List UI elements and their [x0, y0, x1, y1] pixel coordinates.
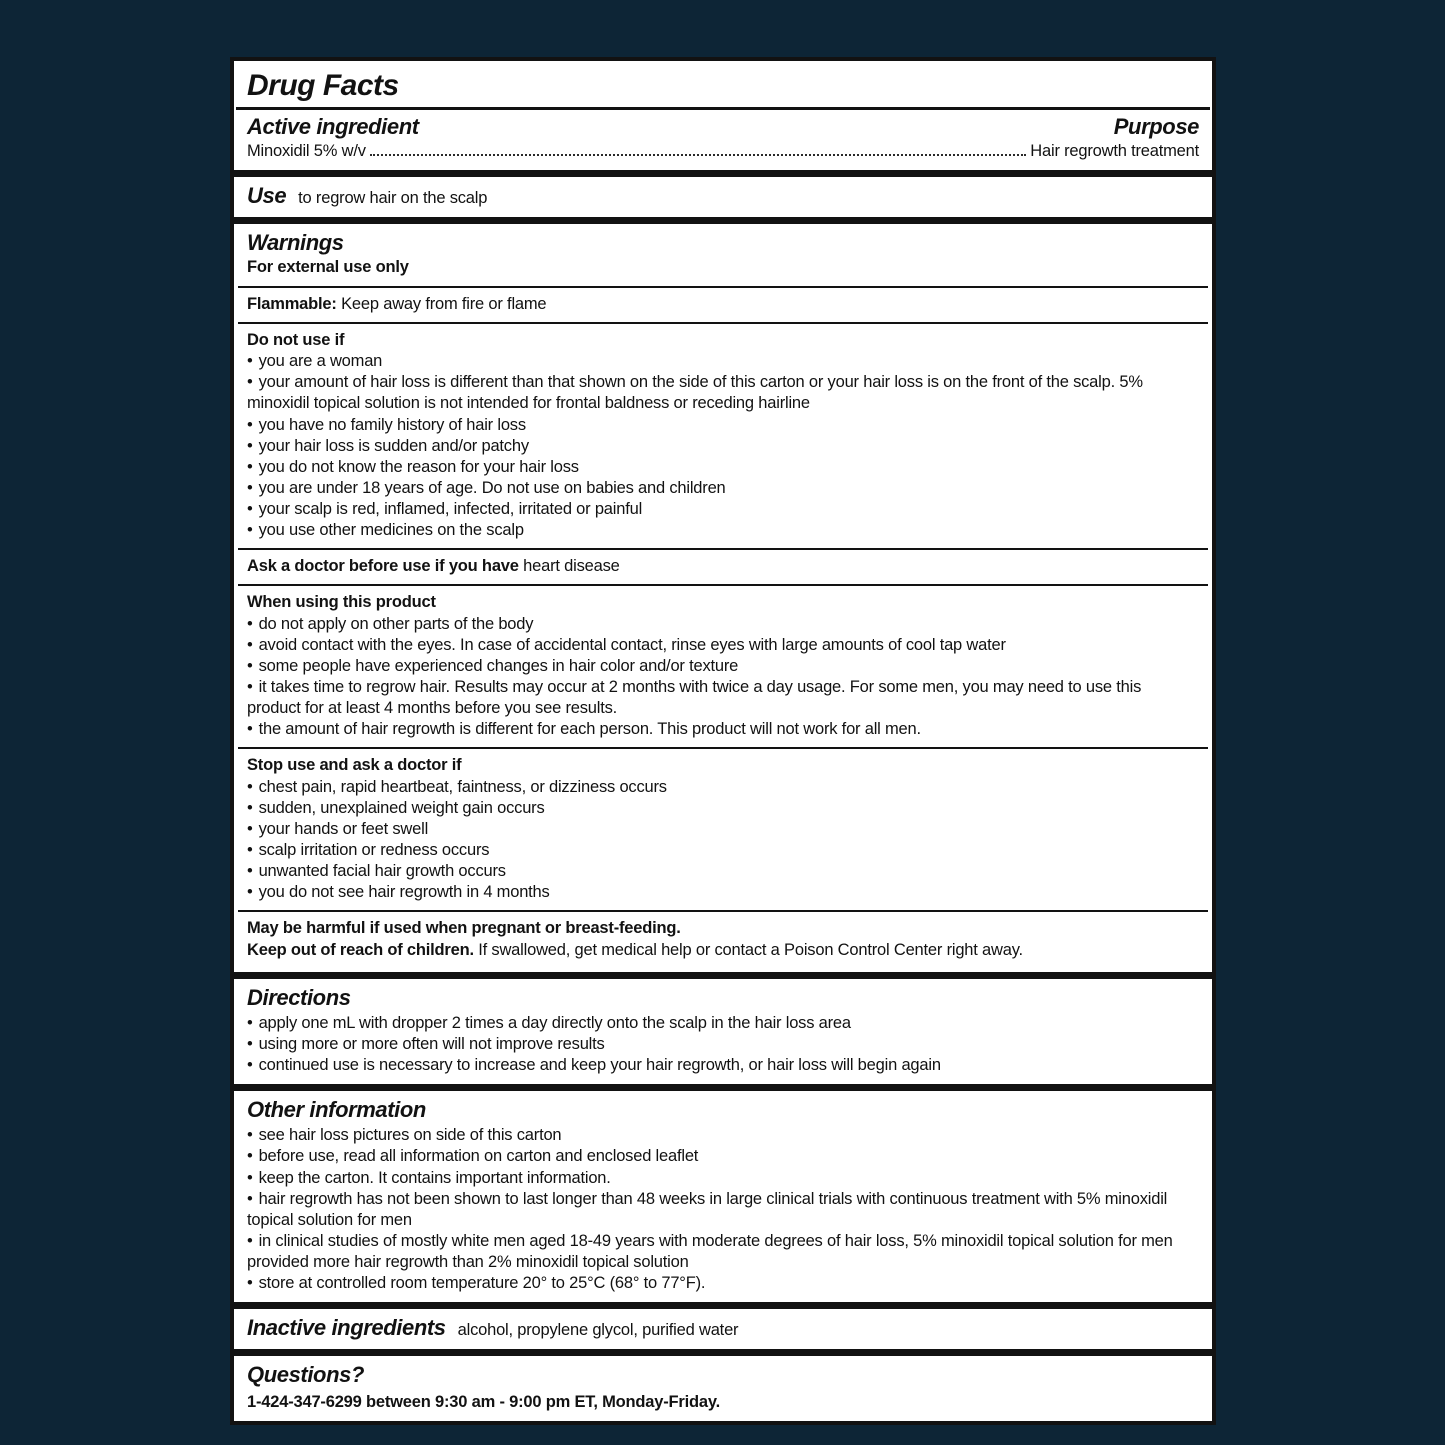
directions-heading: Directions	[247, 985, 351, 1011]
purpose-value: Hair regrowth treatment	[1030, 142, 1199, 160]
do-not-use-list	[247, 351, 1199, 541]
bullet-item: • you are a woman	[247, 351, 1199, 372]
bullet-item: • sudden, unexplained weight gain occurs	[247, 798, 1199, 819]
bullet-item: • before use, read all information on carton and enclosed leaflet	[247, 1146, 1199, 1167]
bullet-item: • keep the carton. It contains important information.	[247, 1168, 1199, 1189]
bullet-item: • see hair loss pictures on side of this carton	[247, 1125, 1199, 1146]
flammable-line	[247, 288, 1199, 322]
when-using-heading: When using this product	[247, 593, 436, 612]
warnings-header	[247, 228, 1199, 285]
bullet-item: • you do not see hair regrowth in 4 months	[247, 882, 1199, 903]
header-rule	[236, 107, 1210, 110]
keep-out-bold: Keep out of reach of children.	[247, 940, 474, 959]
other-information-list	[247, 1125, 1199, 1294]
bullet-item: • store at controlled room temperature 20° to 25°C (68° to 77°F).	[247, 1273, 1199, 1294]
external-use-line: For external use only	[247, 258, 409, 277]
bullet-item: • your hair loss is sudden and/or patchy	[247, 436, 1199, 457]
warnings-section	[234, 224, 1212, 972]
other-information-section	[234, 1091, 1212, 1302]
harmful-line: May be harmful if used when pregnant or breast-feeding.	[247, 919, 681, 938]
ask-doctor-text: heart disease	[523, 557, 620, 576]
bullet-item: • you are under 18 years of age. Do not use on babies and children	[247, 478, 1199, 499]
drug-facts-title: Drug Facts	[247, 69, 399, 102]
bullet-item: • hair regrowth has not been shown to last longer than 48 weeks in large clinical trials with continuous treatment with 5% minoxidil topical solution for men	[247, 1189, 1199, 1231]
drug-facts-label	[230, 57, 1216, 1425]
bullet-item: • you have no family history of hair loss	[247, 415, 1199, 436]
bullet-item: • the amount of hair regrowth is different for each person. This product will not work for all men.	[247, 719, 1199, 740]
inactive-ingredients-section	[234, 1309, 1212, 1349]
bullet-item: • avoid contact with the eyes. In case of accidental contact, rinse eyes with large amounts of cool tap water	[247, 635, 1199, 656]
warnings-heading: Warnings	[247, 230, 344, 256]
use-row	[247, 183, 1199, 209]
ingredient-row	[247, 141, 1199, 162]
bullet-item: • unwanted facial hair growth occurs	[247, 861, 1199, 882]
ask-doctor-bold: Ask a doctor before use if you have	[247, 557, 519, 576]
stop-use-list	[247, 777, 1199, 904]
flammable-text: Keep away from fire or flame	[341, 294, 547, 313]
do-not-use-block	[247, 324, 1199, 548]
other-information-heading: Other information	[247, 1097, 426, 1123]
bullet-item: • do not apply on other parts of the body	[247, 614, 1199, 635]
keep-out-text: If swallowed, get medical help or contact a Poison Control Center right away.	[478, 940, 1023, 959]
header-section	[234, 61, 1212, 170]
questions-heading: Questions?	[247, 1362, 365, 1388]
do-not-use-heading: Do not use if	[247, 330, 345, 349]
bullet-item: • scalp irritation or redness occurs	[247, 840, 1199, 861]
ingredient-name: Minoxidil 5% w/v	[247, 142, 366, 160]
bullet-item: • in clinical studies of mostly white men aged 18-49 years with moderate degrees of hair loss, 5% minoxidil topical solution for men provided more hair regrowth than 2% minoxidil topical solution	[247, 1231, 1199, 1273]
directions-section	[234, 979, 1212, 1084]
bullet-item: • your scalp is red, inflamed, infected, irritated or painful	[247, 499, 1199, 520]
directions-list	[247, 1013, 1199, 1076]
bullet-item: • continued use is necessary to increase and keep your hair regrowth, or hair loss will begin again	[247, 1055, 1199, 1076]
bullet-item: • using more or more often will not improve results	[247, 1034, 1199, 1055]
bullet-item: • it takes time to regrow hair. Results may occur at 2 months with twice a day usage. For some men, you may need to use this product for at least 4 months before you see results.	[247, 677, 1199, 719]
bullet-item: • you do not know the reason for your hair loss	[247, 457, 1199, 478]
inactive-ingredients-heading: Inactive ingredients	[247, 1315, 446, 1341]
bullet-item: • some people have experienced changes in hair color and/or texture	[247, 656, 1199, 677]
bullet-item: • chest pain, rapid heartbeat, faintness, or dizziness occurs	[247, 777, 1199, 798]
questions-phone-line: 1-424-347-6299 between 9:30 am - 9:00 pm ET, Monday-Friday.	[247, 1393, 721, 1412]
active-ingredient-heading: Active ingredient	[247, 114, 419, 139]
bullet-item: • you use other medicines on the scalp	[247, 520, 1199, 541]
ingredient-purpose-header-row	[247, 114, 1199, 140]
dotted-leader	[370, 154, 1027, 156]
bullet-item: • apply one mL with dropper 2 times a day directly onto the scalp in the hair loss area	[247, 1013, 1199, 1034]
questions-section	[234, 1356, 1212, 1421]
flammable-label: Flammable:	[247, 294, 337, 313]
ask-doctor-line	[247, 550, 1199, 584]
use-text: to regrow hair on the scalp	[298, 189, 488, 208]
inactive-ingredients-text: alcohol, propylene glycol, purified water	[457, 1321, 739, 1340]
bullet-item: • your amount of hair loss is different than that shown on the side of this carton or your hair loss is on the front of the scalp. 5% minoxidil topical solution is not intended for frontal baldness or receding hairline	[247, 372, 1199, 414]
stop-use-block	[247, 749, 1199, 910]
bullet-item: • your hands or feet swell	[247, 819, 1199, 840]
use-section	[234, 177, 1212, 217]
purpose-heading: Purpose	[1113, 114, 1199, 139]
use-heading: Use	[247, 183, 287, 209]
stop-use-heading: Stop use and ask a doctor if	[247, 756, 462, 775]
inactive-ingredients-row	[247, 1315, 1199, 1341]
when-using-list	[247, 614, 1199, 741]
harmful-block	[247, 912, 1199, 964]
when-using-block	[247, 586, 1199, 747]
keep-out-line	[247, 940, 1199, 961]
